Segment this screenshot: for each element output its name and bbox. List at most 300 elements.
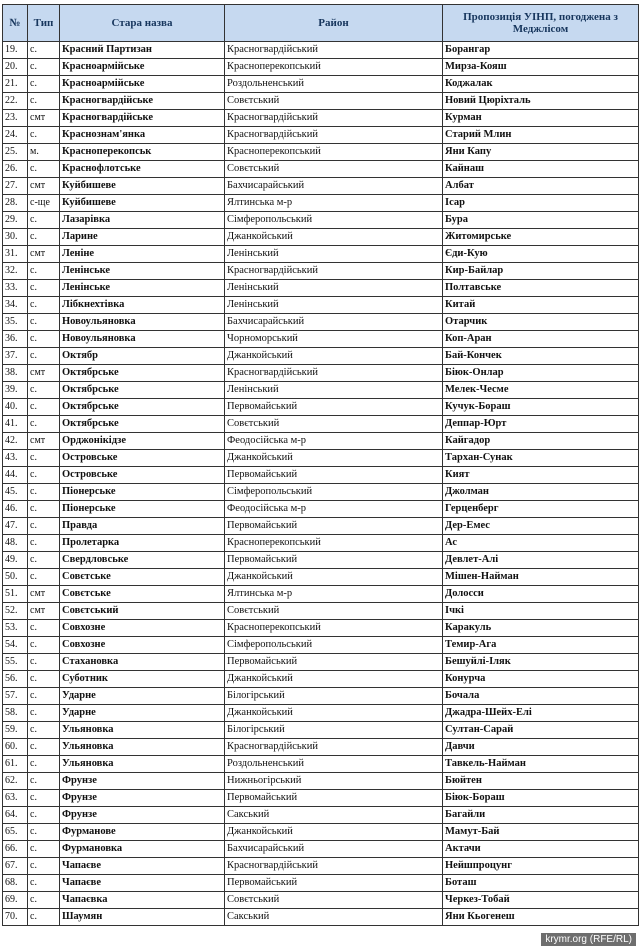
proposed-name: Мирза-Кояш bbox=[443, 59, 639, 76]
district-name: Первомайський bbox=[225, 875, 443, 892]
table-row bbox=[3, 42, 639, 59]
row-number: 51. bbox=[3, 586, 28, 603]
row-number: 21. bbox=[3, 76, 28, 93]
proposed-name: Коп-Аран bbox=[443, 331, 639, 348]
old-name: Октябрське bbox=[60, 365, 225, 382]
settlement-type: смт bbox=[28, 433, 60, 450]
table-row bbox=[3, 552, 639, 569]
proposed-name: Кир-Байлар bbox=[443, 263, 639, 280]
table-row bbox=[3, 314, 639, 331]
row-number: 36. bbox=[3, 331, 28, 348]
row-number: 29. bbox=[3, 212, 28, 229]
old-name: Октябрське bbox=[60, 382, 225, 399]
proposed-name: Бочала bbox=[443, 688, 639, 705]
old-name: Ульяновка bbox=[60, 739, 225, 756]
proposed-name: Актачи bbox=[443, 841, 639, 858]
row-number: 47. bbox=[3, 518, 28, 535]
row-number: 66. bbox=[3, 841, 28, 858]
district-name: Джанкойський bbox=[225, 671, 443, 688]
proposed-name: Кучук-Бораш bbox=[443, 399, 639, 416]
proposed-name: Мамут-Бай bbox=[443, 824, 639, 841]
table-row bbox=[3, 280, 639, 297]
old-name: Правда bbox=[60, 518, 225, 535]
table-row bbox=[3, 535, 639, 552]
old-name: Совхозне bbox=[60, 620, 225, 637]
settlement-type: смт bbox=[28, 603, 60, 620]
old-name: Чапаєве bbox=[60, 858, 225, 875]
source-watermark: krymr.org (RFE/RL) bbox=[541, 933, 636, 946]
table-row bbox=[3, 654, 639, 671]
district-name: Красногвардійський bbox=[225, 858, 443, 875]
district-name: Красноперекопський bbox=[225, 535, 443, 552]
row-number: 41. bbox=[3, 416, 28, 433]
proposed-name: Курман bbox=[443, 110, 639, 127]
table-row bbox=[3, 841, 639, 858]
old-name: Красноармійське bbox=[60, 59, 225, 76]
old-name: Красноармійське bbox=[60, 76, 225, 93]
old-name: Свердловське bbox=[60, 552, 225, 569]
proposed-name: Кият bbox=[443, 467, 639, 484]
table-row bbox=[3, 433, 639, 450]
table-row bbox=[3, 348, 639, 365]
table-row bbox=[3, 450, 639, 467]
row-number: 58. bbox=[3, 705, 28, 722]
proposed-name: Мелек-Чесме bbox=[443, 382, 639, 399]
settlement-type: с. bbox=[28, 773, 60, 790]
proposed-name: Старий Млин bbox=[443, 127, 639, 144]
table-row bbox=[3, 161, 639, 178]
settlement-type: с. bbox=[28, 909, 60, 926]
old-name: Новоульяновка bbox=[60, 331, 225, 348]
row-number: 62. bbox=[3, 773, 28, 790]
proposed-name: Китай bbox=[443, 297, 639, 314]
settlement-type: с. bbox=[28, 331, 60, 348]
table-row bbox=[3, 671, 639, 688]
table-row bbox=[3, 110, 639, 127]
row-number: 52. bbox=[3, 603, 28, 620]
table-row bbox=[3, 790, 639, 807]
proposed-name: Полтавське bbox=[443, 280, 639, 297]
old-name: Красний Партизан bbox=[60, 42, 225, 59]
row-number: 19. bbox=[3, 42, 28, 59]
table-row bbox=[3, 467, 639, 484]
settlement-type: с. bbox=[28, 450, 60, 467]
district-name: Совєтський bbox=[225, 93, 443, 110]
settlement-type: с. bbox=[28, 501, 60, 518]
table-row bbox=[3, 756, 639, 773]
old-name: Чапаєвка bbox=[60, 892, 225, 909]
table-row bbox=[3, 807, 639, 824]
settlement-type: с. bbox=[28, 42, 60, 59]
proposed-name: Джадра-Шейх-Елі bbox=[443, 705, 639, 722]
district-name: Совєтський bbox=[225, 416, 443, 433]
proposed-name: Герценберг bbox=[443, 501, 639, 518]
proposed-name: Девлет-Алі bbox=[443, 552, 639, 569]
table-row bbox=[3, 773, 639, 790]
row-number: 61. bbox=[3, 756, 28, 773]
proposed-name: Бай-Кончек bbox=[443, 348, 639, 365]
district-name: Нижньогірський bbox=[225, 773, 443, 790]
row-number: 24. bbox=[3, 127, 28, 144]
proposed-name: Черкез-Тобай bbox=[443, 892, 639, 909]
district-name: Білогірський bbox=[225, 722, 443, 739]
table-row bbox=[3, 909, 639, 926]
header-row bbox=[3, 5, 639, 42]
row-number: 55. bbox=[3, 654, 28, 671]
row-number: 60. bbox=[3, 739, 28, 756]
row-number: 35. bbox=[3, 314, 28, 331]
settlement-type: с. bbox=[28, 467, 60, 484]
district-name: Сакський bbox=[225, 909, 443, 926]
old-name: Фрунзе bbox=[60, 807, 225, 824]
old-name: Фурманове bbox=[60, 824, 225, 841]
row-number: 48. bbox=[3, 535, 28, 552]
district-name: Бахчисарайський bbox=[225, 178, 443, 195]
settlement-type: с. bbox=[28, 722, 60, 739]
old-name: Островське bbox=[60, 467, 225, 484]
row-number: 54. bbox=[3, 637, 28, 654]
old-name: Ленінське bbox=[60, 280, 225, 297]
table-row bbox=[3, 892, 639, 909]
proposed-name: Отарчик bbox=[443, 314, 639, 331]
district-name: Бахчисарайський bbox=[225, 314, 443, 331]
row-number: 42. bbox=[3, 433, 28, 450]
old-name: Ударне bbox=[60, 705, 225, 722]
settlement-type: с. bbox=[28, 790, 60, 807]
settlement-type: с. bbox=[28, 620, 60, 637]
old-name: Совхозне bbox=[60, 637, 225, 654]
old-name: Ларине bbox=[60, 229, 225, 246]
old-name: Фрунзе bbox=[60, 773, 225, 790]
old-name: Ударне bbox=[60, 688, 225, 705]
proposed-name: Кайнаш bbox=[443, 161, 639, 178]
table-row bbox=[3, 229, 639, 246]
row-number: 69. bbox=[3, 892, 28, 909]
district-name: Бахчисарайський bbox=[225, 841, 443, 858]
district-name: Ленінський bbox=[225, 246, 443, 263]
old-name: Красногвардійське bbox=[60, 110, 225, 127]
settlement-type: с. bbox=[28, 518, 60, 535]
row-number: 31. bbox=[3, 246, 28, 263]
settlement-type: с. bbox=[28, 892, 60, 909]
settlement-type: с. bbox=[28, 127, 60, 144]
proposed-name: Яни Капу bbox=[443, 144, 639, 161]
settlement-type: с. bbox=[28, 688, 60, 705]
row-number: 30. bbox=[3, 229, 28, 246]
district-name: Білогірський bbox=[225, 688, 443, 705]
header-num: № bbox=[3, 5, 28, 42]
proposed-name: Давчи bbox=[443, 739, 639, 756]
settlement-type: с. bbox=[28, 229, 60, 246]
proposed-name: Долосси bbox=[443, 586, 639, 603]
district-name: Джанкойський bbox=[225, 229, 443, 246]
row-number: 22. bbox=[3, 93, 28, 110]
table-row bbox=[3, 484, 639, 501]
row-number: 56. bbox=[3, 671, 28, 688]
proposed-name: Каракуль bbox=[443, 620, 639, 637]
proposed-name: Біюк-Бораш bbox=[443, 790, 639, 807]
row-number: 46. bbox=[3, 501, 28, 518]
row-number: 57. bbox=[3, 688, 28, 705]
settlement-type: с. bbox=[28, 348, 60, 365]
row-number: 63. bbox=[3, 790, 28, 807]
settlement-type: с. bbox=[28, 416, 60, 433]
proposed-name: Султан-Сарай bbox=[443, 722, 639, 739]
old-name: Краснознам'янка bbox=[60, 127, 225, 144]
table-row bbox=[3, 399, 639, 416]
table-row bbox=[3, 178, 639, 195]
district-name: Совєтський bbox=[225, 892, 443, 909]
row-number: 37. bbox=[3, 348, 28, 365]
old-name: Фурмановка bbox=[60, 841, 225, 858]
old-name: Стахановка bbox=[60, 654, 225, 671]
renaming-table bbox=[2, 4, 639, 926]
district-name: Первомайський bbox=[225, 518, 443, 535]
settlement-type: с. bbox=[28, 76, 60, 93]
district-name: Первомайський bbox=[225, 399, 443, 416]
district-name: Красноперекопський bbox=[225, 620, 443, 637]
table-row bbox=[3, 518, 639, 535]
old-name: Совєтське bbox=[60, 586, 225, 603]
district-name: Ленінський bbox=[225, 297, 443, 314]
proposed-name: Бюйтен bbox=[443, 773, 639, 790]
district-name: Ялтинська м-р bbox=[225, 586, 443, 603]
row-number: 45. bbox=[3, 484, 28, 501]
proposed-name: Ас bbox=[443, 535, 639, 552]
old-name: Суботник bbox=[60, 671, 225, 688]
row-number: 38. bbox=[3, 365, 28, 382]
old-name: Октябрське bbox=[60, 416, 225, 433]
district-name: Джанкойський bbox=[225, 348, 443, 365]
district-name: Чорноморський bbox=[225, 331, 443, 348]
table-row bbox=[3, 416, 639, 433]
table-row bbox=[3, 586, 639, 603]
proposed-name: Джолман bbox=[443, 484, 639, 501]
row-number: 59. bbox=[3, 722, 28, 739]
proposed-name: Тавкель-Найман bbox=[443, 756, 639, 773]
row-number: 34. bbox=[3, 297, 28, 314]
proposed-name: Темир-Ага bbox=[443, 637, 639, 654]
old-name: Октябр bbox=[60, 348, 225, 365]
district-name: Сімферопольський bbox=[225, 484, 443, 501]
settlement-type: с. bbox=[28, 654, 60, 671]
district-name: Красногвардійський bbox=[225, 110, 443, 127]
old-name: Красноперекопськ bbox=[60, 144, 225, 161]
district-name: Феодосійська м-р bbox=[225, 433, 443, 450]
row-number: 44. bbox=[3, 467, 28, 484]
table-row bbox=[3, 824, 639, 841]
settlement-type: с. bbox=[28, 671, 60, 688]
settlement-type: с. bbox=[28, 280, 60, 297]
district-name: Красноперекопський bbox=[225, 59, 443, 76]
old-name: Красногвардійське bbox=[60, 93, 225, 110]
old-name: Ульяновка bbox=[60, 756, 225, 773]
district-name: Красноперекопський bbox=[225, 144, 443, 161]
row-number: 64. bbox=[3, 807, 28, 824]
proposed-name: Коджалак bbox=[443, 76, 639, 93]
proposed-name: Кайгадор bbox=[443, 433, 639, 450]
district-name: Джанкойський bbox=[225, 705, 443, 722]
proposed-name: Деппар-Юрт bbox=[443, 416, 639, 433]
row-number: 50. bbox=[3, 569, 28, 586]
settlement-type: с. bbox=[28, 552, 60, 569]
old-name: Лібкнехтівка bbox=[60, 297, 225, 314]
old-name: Ульяновка bbox=[60, 722, 225, 739]
row-number: 49. bbox=[3, 552, 28, 569]
row-number: 26. bbox=[3, 161, 28, 178]
old-name: Чапаєве bbox=[60, 875, 225, 892]
district-name: Роздольненський bbox=[225, 756, 443, 773]
settlement-type: с. bbox=[28, 824, 60, 841]
row-number: 32. bbox=[3, 263, 28, 280]
row-number: 20. bbox=[3, 59, 28, 76]
proposed-name: Новий Цюріхталь bbox=[443, 93, 639, 110]
table-row bbox=[3, 263, 639, 280]
table-row bbox=[3, 365, 639, 382]
proposed-name: Бура bbox=[443, 212, 639, 229]
row-number: 28. bbox=[3, 195, 28, 212]
old-name: Ленінське bbox=[60, 263, 225, 280]
table-row bbox=[3, 637, 639, 654]
row-number: 65. bbox=[3, 824, 28, 841]
table-row bbox=[3, 875, 639, 892]
settlement-type: с-ще bbox=[28, 195, 60, 212]
district-name: Сімферопольський bbox=[225, 212, 443, 229]
district-name: Первомайський bbox=[225, 467, 443, 484]
table-row bbox=[3, 858, 639, 875]
district-name: Ленінський bbox=[225, 382, 443, 399]
district-name: Первомайський bbox=[225, 654, 443, 671]
settlement-type: с. bbox=[28, 382, 60, 399]
table-row bbox=[3, 501, 639, 518]
table-row bbox=[3, 382, 639, 399]
district-name: Феодосійська м-р bbox=[225, 501, 443, 518]
district-name: Джанкойський bbox=[225, 569, 443, 586]
header-type: Тип bbox=[28, 5, 60, 42]
old-name: Совєтське bbox=[60, 569, 225, 586]
district-name: Совєтський bbox=[225, 603, 443, 620]
row-number: 40. bbox=[3, 399, 28, 416]
table-row bbox=[3, 739, 639, 756]
proposed-name: Конурча bbox=[443, 671, 639, 688]
proposed-name: Борангар bbox=[443, 42, 639, 59]
table-row bbox=[3, 246, 639, 263]
settlement-type: с. bbox=[28, 263, 60, 280]
row-number: 27. bbox=[3, 178, 28, 195]
old-name: Октябрське bbox=[60, 399, 225, 416]
settlement-type: с. bbox=[28, 484, 60, 501]
old-name: Лазарівка bbox=[60, 212, 225, 229]
old-name: Куйбишеве bbox=[60, 195, 225, 212]
settlement-type: с. bbox=[28, 399, 60, 416]
district-name: Роздольненський bbox=[225, 76, 443, 93]
settlement-type: смт bbox=[28, 365, 60, 382]
settlement-type: с. bbox=[28, 297, 60, 314]
proposed-name: Багайли bbox=[443, 807, 639, 824]
settlement-type: с. bbox=[28, 212, 60, 229]
settlement-type: с. bbox=[28, 314, 60, 331]
proposed-name: Нейшпроцунг bbox=[443, 858, 639, 875]
row-number: 23. bbox=[3, 110, 28, 127]
table-row bbox=[3, 620, 639, 637]
district-name: Первомайський bbox=[225, 552, 443, 569]
header-old-name: Стара назва bbox=[60, 5, 225, 42]
district-name: Красногвардійський bbox=[225, 127, 443, 144]
old-name: Совєтський bbox=[60, 603, 225, 620]
district-name: Первомайський bbox=[225, 790, 443, 807]
district-name: Сімферопольський bbox=[225, 637, 443, 654]
settlement-type: с. bbox=[28, 161, 60, 178]
proposed-name: Дер-Емес bbox=[443, 518, 639, 535]
district-name: Совєтський bbox=[225, 161, 443, 178]
district-name: Джанкойський bbox=[225, 824, 443, 841]
table-row bbox=[3, 722, 639, 739]
proposed-name: Ічкі bbox=[443, 603, 639, 620]
table-row bbox=[3, 297, 639, 314]
header-proposal: Пропозиція УІНП, погоджена з Меджлісом bbox=[443, 5, 639, 42]
settlement-type: смт bbox=[28, 110, 60, 127]
settlement-type: с. bbox=[28, 569, 60, 586]
row-number: 68. bbox=[3, 875, 28, 892]
row-number: 53. bbox=[3, 620, 28, 637]
settlement-type: с. bbox=[28, 841, 60, 858]
table-row bbox=[3, 127, 639, 144]
row-number: 67. bbox=[3, 858, 28, 875]
proposed-name: Житомирське bbox=[443, 229, 639, 246]
old-name: Фрунзе bbox=[60, 790, 225, 807]
settlement-type: с. bbox=[28, 756, 60, 773]
table-row bbox=[3, 331, 639, 348]
table-row bbox=[3, 569, 639, 586]
old-name: Шаумян bbox=[60, 909, 225, 926]
old-name: Піонерське bbox=[60, 501, 225, 518]
proposed-name: Біюк-Онлар bbox=[443, 365, 639, 382]
table-row bbox=[3, 93, 639, 110]
old-name: Островське bbox=[60, 450, 225, 467]
table-row bbox=[3, 212, 639, 229]
settlement-type: м. bbox=[28, 144, 60, 161]
district-name: Ленінський bbox=[225, 280, 443, 297]
district-name: Ялтинська м-р bbox=[225, 195, 443, 212]
district-name: Сакський bbox=[225, 807, 443, 824]
district-name: Красногвардійський bbox=[225, 42, 443, 59]
row-number: 39. bbox=[3, 382, 28, 399]
row-number: 25. bbox=[3, 144, 28, 161]
settlement-type: с. bbox=[28, 535, 60, 552]
settlement-type: смт bbox=[28, 178, 60, 195]
settlement-type: смт bbox=[28, 586, 60, 603]
settlement-type: с. bbox=[28, 739, 60, 756]
proposed-name: Бешуйлі-Іляк bbox=[443, 654, 639, 671]
old-name: Пролетарка bbox=[60, 535, 225, 552]
settlement-type: с. bbox=[28, 875, 60, 892]
row-number: 70. bbox=[3, 909, 28, 926]
row-number: 33. bbox=[3, 280, 28, 297]
table-row bbox=[3, 76, 639, 93]
proposed-name: Ісар bbox=[443, 195, 639, 212]
settlement-type: с. bbox=[28, 93, 60, 110]
settlement-type: с. bbox=[28, 807, 60, 824]
proposed-name: Мішен-Найман bbox=[443, 569, 639, 586]
proposed-name: Албат bbox=[443, 178, 639, 195]
table-row bbox=[3, 195, 639, 212]
district-name: Красногвардійський bbox=[225, 263, 443, 280]
table-row bbox=[3, 603, 639, 620]
district-name: Красногвардійський bbox=[225, 365, 443, 382]
row-number: 43. bbox=[3, 450, 28, 467]
proposed-name: Боташ bbox=[443, 875, 639, 892]
settlement-type: с. bbox=[28, 705, 60, 722]
